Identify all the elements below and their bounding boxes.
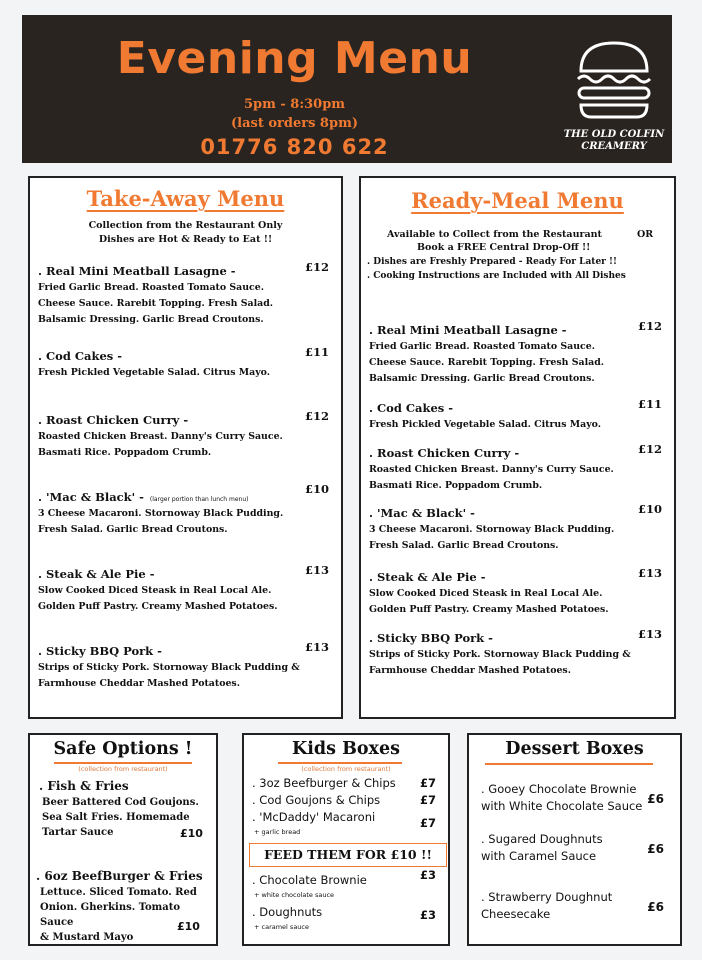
last-orders: (last orders 8pm) <box>231 116 358 131</box>
readymeal-intro-3: . Dishes are Freshly Prepared - Ready For Later !! <box>367 257 617 267</box>
dessert-item <box>481 889 664 923</box>
doughnut-note: + caramel sauce <box>254 923 309 931</box>
dessert-item-detail: Cheesecake <box>481 907 551 921</box>
dish-item <box>38 482 329 537</box>
kids-item-name: . Cod Goujons & Chips <box>252 793 381 807</box>
feed-them-banner: FEED THEM FOR £10 !! <box>249 843 447 867</box>
brownie-note: + white chocolate sauce <box>254 891 335 899</box>
dish-name: . Steak & Ale Pie - <box>369 570 486 584</box>
readymeal-title: Ready-Meal Menu <box>411 188 624 213</box>
takeaway-intro-2: Dishes are Hot & Ready to Eat !! <box>98 234 273 245</box>
dish-description-line: Cheese Sauce. Rarebit Topping. Fresh Salad. <box>38 298 274 309</box>
dish-description-line: Golden Puff Pastry. Creamy Mashed Potatoes. <box>369 604 609 615</box>
dish-description-line: Balsamic Dressing. Garlic Bread Croutons. <box>38 314 264 325</box>
kids-title: Kids Boxes <box>292 739 400 759</box>
dish-price: £12 <box>637 442 662 456</box>
dish-description-line: Fried Garlic Bread. Roasted Tomato Sauce. <box>369 341 595 352</box>
dish-description-line: Slow Cooked Diced Steask in Real Local Ale. <box>369 588 603 599</box>
dessert-item <box>481 831 664 865</box>
dish-description-line: Strips of Sticky Pork. Stornoway Black Pudding & <box>369 649 631 660</box>
burger-fries-desc <box>40 885 216 945</box>
dish-item <box>369 566 662 617</box>
fish-fries-desc-line: Sea Salt Fries. Homemade <box>42 812 190 823</box>
dessert-item-name: . Sugared Doughnuts <box>481 832 603 846</box>
dish-price: £11 <box>304 345 329 359</box>
opening-hours: 5pm - 8:30pm <box>243 97 346 112</box>
takeaway-intro-1: Collection from the Restaurant Only <box>88 220 283 231</box>
dish-price: £13 <box>637 566 662 580</box>
dish-price: £12 <box>304 409 329 423</box>
dish-price: £12 <box>637 319 662 333</box>
phone-number: 01776 820 622 <box>200 135 389 159</box>
dish-name: . Sticky BBQ Pork - <box>38 644 162 658</box>
dish-name: . Real Mini Meatball Lasagne - <box>369 323 567 337</box>
kids-item-name: . 3oz Beefburger & Chips <box>252 776 396 790</box>
kids-boxes-box <box>242 733 450 946</box>
dish-description-line: Fresh Salad. Garlic Bread Croutons. <box>38 524 228 535</box>
kids-item <box>252 810 436 830</box>
fish-fries-name: . Fish & Fries <box>39 779 129 793</box>
dish-description-line: Farmhouse Cheddar Mashed Potatoes. <box>369 665 571 676</box>
burger-fries-name: . 6oz BeefBurger & Fries <box>36 869 203 883</box>
dish-price: £12 <box>304 260 329 274</box>
dish-description-line: Fried Garlic Bread. Roasted Tomato Sauce. <box>38 282 264 293</box>
dish-description-line: 3 Cheese Macaroni. Stornoway Black Pudding. <box>369 524 615 535</box>
dessert-item-price: £6 <box>647 792 664 806</box>
logo-line-1: THE OLD COLFIN <box>563 129 665 140</box>
dish-note: (larger portion than lunch menu) <box>149 496 249 503</box>
logo-line-2: CREAMERY <box>581 141 647 152</box>
dish-name: . Real Mini Meatball Lasagne - <box>38 264 236 278</box>
kids-extra <box>252 868 436 887</box>
dish-description-line: Farmhouse Cheddar Mashed Potatoes. <box>38 678 240 689</box>
kids-item-price: £7 <box>419 816 436 830</box>
dish-name: . 'Mac & Black' - <box>369 506 475 520</box>
dish-description-line: Cheese Sauce. Rarebit Topping. Fresh Salad. <box>369 357 605 368</box>
dish-item <box>369 397 662 432</box>
readymeal-intro-1: Available to Collect from the Restaurant <box>387 229 602 240</box>
kids-item-name: . 'McDaddy' Macaroni <box>252 810 376 824</box>
kids-extra-price: £3 <box>419 908 436 922</box>
readymeal-intro-2: Book a FREE Central Drop-Off !! <box>417 242 591 253</box>
fish-fries-desc <box>42 795 199 840</box>
dish-description-line: Basmati Rice. Poppadom Crumb. <box>38 447 212 458</box>
kids-title-rule <box>278 762 402 764</box>
dish-name: . Cod Cakes - <box>38 349 123 363</box>
dish-description-line: 3 Cheese Macaroni. Stornoway Black Pudding. <box>38 508 284 519</box>
dish-item <box>369 627 662 678</box>
dish-description-line: Slow Cooked Diced Steask in Real Local Ale. <box>38 585 272 596</box>
dessert-item-price: £6 <box>647 842 664 856</box>
menu-title: Evening Menu <box>116 33 473 84</box>
dish-price: £11 <box>637 397 662 411</box>
dessert-item <box>481 781 664 815</box>
macaroni-note: + garlic bread <box>254 828 301 836</box>
dish-item <box>369 442 662 493</box>
kids-item-price: £7 <box>419 793 436 807</box>
dish-item <box>38 563 329 614</box>
dish-description-line: Basmati Rice. Poppadom Crumb. <box>369 480 543 491</box>
kids-extra-name: . Chocolate Brownie <box>252 873 367 887</box>
kids-item <box>252 793 436 807</box>
dish-description-line: Golden Puff Pastry. Creamy Mashed Potatoes. <box>38 601 278 612</box>
dessert-item-detail: with White Chocolate Sauce <box>481 799 643 813</box>
dish-item <box>38 345 329 380</box>
dish-description-line: Fresh Pickled Vegetable Salad. Citrus Mayo. <box>38 367 271 378</box>
kids-extra-price: £3 <box>419 868 436 882</box>
dish-description-line: Fresh Pickled Vegetable Salad. Citrus Mayo. <box>369 419 602 430</box>
takeaway-title: Take-Away Menu <box>86 186 285 211</box>
fish-fries-price: £10 <box>180 827 203 840</box>
menu-header <box>22 15 672 163</box>
dish-item <box>369 319 662 386</box>
burger-fries-desc-line: & Mustard Mayo <box>40 932 134 943</box>
dish-price: £10 <box>637 502 662 516</box>
dessert-title-rule <box>485 763 653 765</box>
dish-name: . Roast Chicken Curry - <box>38 413 189 427</box>
burger-icon <box>559 33 669 125</box>
kids-subtitle: (collection from restaurant) <box>301 765 391 773</box>
dish-item <box>38 260 329 327</box>
safe-title-rule <box>54 762 192 764</box>
dish-description-line: Roasted Chicken Breast. Danny's Curry Sauce. <box>369 464 614 475</box>
dish-description-line: Fresh Salad. Garlic Bread Croutons. <box>369 540 559 551</box>
burger-fries-price: £10 <box>177 920 200 933</box>
creamery-logo <box>559 33 669 158</box>
safe-title: Safe Options ! <box>53 739 193 759</box>
dessert-item-name: . Strawberry Doughnut <box>481 890 613 904</box>
takeaway-menu-box <box>28 176 343 719</box>
burger-fries-desc-line: Lettuce. Sliced Tomato. Red <box>40 887 197 898</box>
dish-name: . Steak & Ale Pie - <box>38 567 155 581</box>
dish-description-line: Strips of Sticky Pork. Stornoway Black Pudding & <box>38 662 300 673</box>
dish-description-line: Balsamic Dressing. Garlic Bread Croutons. <box>369 373 595 384</box>
safe-options-box <box>28 733 218 946</box>
fish-fries-desc-line: Beer Battered Cod Goujons. <box>42 797 199 808</box>
readymeal-intro-or: OR <box>637 229 654 240</box>
dessert-title: Dessert Boxes <box>505 739 644 759</box>
dish-name: . Sticky BBQ Pork - <box>369 631 493 645</box>
dish-item <box>38 640 329 691</box>
dish-price: £13 <box>637 627 662 641</box>
dish-item <box>38 409 329 460</box>
dish-description-line: Roasted Chicken Breast. Danny's Curry Sauce. <box>38 431 283 442</box>
dish-item <box>369 502 662 553</box>
logo-name <box>559 129 669 153</box>
dish-price: £13 <box>304 640 329 654</box>
kids-extra-name: . Doughnuts <box>252 905 323 919</box>
dessert-item-detail: with Caramel Sauce <box>481 849 597 863</box>
readymeal-menu-box <box>359 176 676 719</box>
readymeal-intro-4: . Cooking Instructions are Included with All Dishes <box>367 271 626 281</box>
dish-price: £10 <box>304 482 329 496</box>
dessert-item-price: £6 <box>647 900 664 914</box>
kids-item <box>252 776 436 790</box>
dish-price: £13 <box>304 563 329 577</box>
dessert-item-name: . Gooey Chocolate Brownie <box>481 782 637 796</box>
dish-name: . 'Mac & Black' - <box>38 490 144 504</box>
fish-fries-desc-line: Tartar Sauce <box>42 827 114 838</box>
kids-item-price: £7 <box>419 776 436 790</box>
burger-fries-desc-line: Onion. Gherkins. Tomato Sauce <box>40 902 181 928</box>
dish-name: . Roast Chicken Curry - <box>369 446 520 460</box>
dish-name: . Cod Cakes - <box>369 401 454 415</box>
dessert-boxes-box <box>467 733 682 946</box>
kids-extra <box>252 905 436 922</box>
safe-subtitle: (collection from restaurant) <box>78 765 168 773</box>
